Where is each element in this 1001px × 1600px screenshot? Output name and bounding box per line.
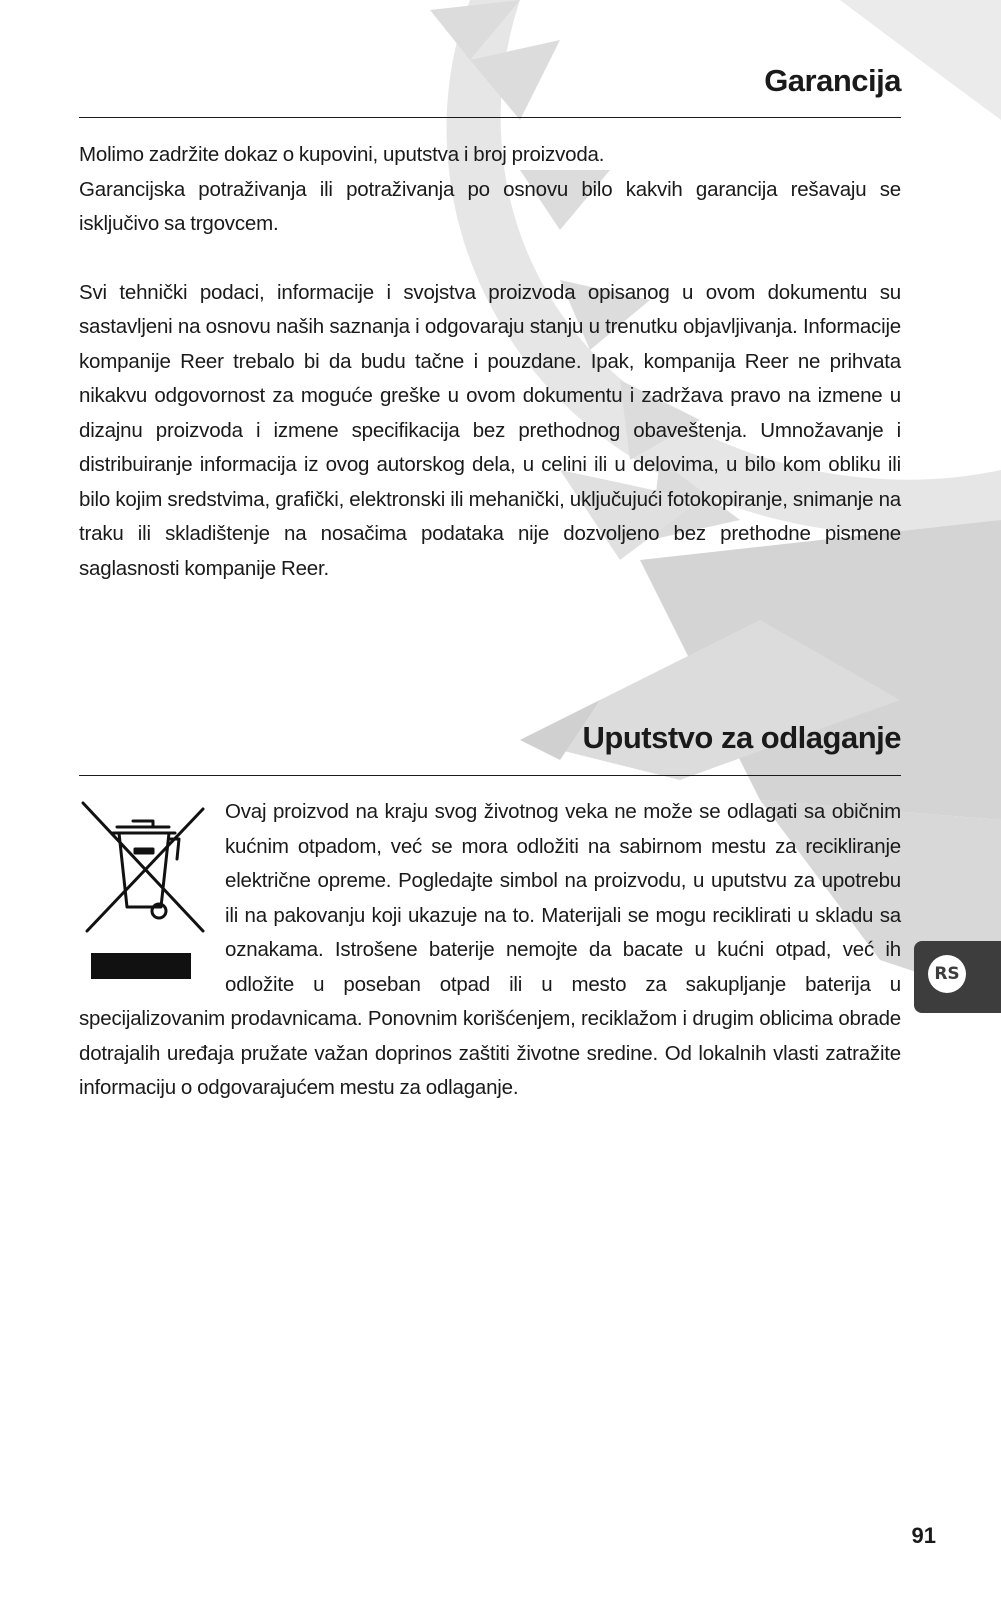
crossed-out-wheelie-bin-icon: [79, 799, 207, 989]
page-number: 91: [911, 1523, 936, 1548]
section-title-garancija: Garancija: [764, 63, 901, 98]
warranty-paragraph-1: Garancijska potraživanja ili potraživanja po osnovu bilo kakvih garancija rešavaju se isključivo sa trgovcem.: [79, 177, 901, 235]
warranty-paragraph-2: Svi tehnički podaci, informacije i svojstva proizvoda opisanog u ovom dokumentu su sastavljeni na osnovu naših saznanja i odgovaraju stanju u trenutku objavljivanja. Informacije kompanije Reer trebalo bi da budu tačne i pouzdane. Ipak, kompanija Reer ne prihvata nikakvu odgovornost za moguće greške u ovom dokumentu i zadržava pravo na izmene u dizajnu proizvoda i izmene specifikacija bez prethodnog obaveštenja. Umnožavanje i distribuiranje informacija iz ovog autorskog dela, u celini ili u delovima, u bilo kom obliku ili bilo kojim sredstvima, grafički, elektronski ili mehanički, uključujući fotokopiranje, snimanje na traku ili skladištenje na nosačima podataka nije dozvoljeno bez prethodne pismene saglasnosti kompanije Reer.: [79, 280, 901, 580]
language-tab: [914, 941, 1001, 1013]
section-title-uputstvo: Uputstvo za odlaganje: [582, 720, 901, 755]
disposal-paragraph: Ovaj proizvod na kraju svog životnog veka ne može se odlagati sa običnim kućnim otpadom, već se mora odložiti na sabirnom mestu za recikliranje električne opreme. Pogledajte simbol na proizvodu, u uputstvu za upotrebu ili na pakovanju koji ukazuje na to. Materijali se mogu reciklirati u skladu sa oznakama. Istrošene baterije nemojte da bacate u kućni otpad, već ih odložite u poseban otpad ili u mesto za sakupljanje baterija u specijalizovanim prodavnicama. Ponovnim korišćenjem, reciklažom i drugim oblicima obrade dotrajalih uređaja pružate važan doprinos zaštiti životne sredine. Od lokalnih vlasti zatražite informaciju o odgovarajućem mestu za odlaganje.: [79, 800, 901, 1099]
title-divider: [79, 775, 901, 776]
uputstvo-body: [79, 795, 901, 1106]
title-divider: [79, 117, 901, 118]
warranty-line-1: Molimo zadržite dokaz o kupovini, uputstva i broj proizvoda.: [79, 143, 605, 166]
language-code-badge: RS: [928, 955, 966, 993]
garancija-body: [79, 138, 901, 586]
